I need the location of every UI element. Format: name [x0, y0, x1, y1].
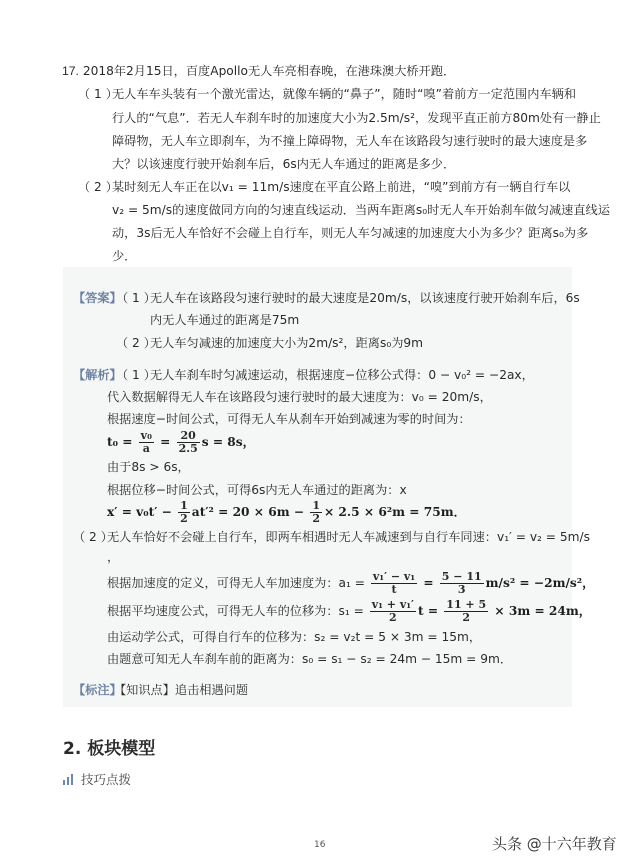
analysis-line: 代入数据解得无人车在该路段匀速行驶时的最大速度为：v₀ = 20m/s， [107, 390, 492, 404]
answer-part-1-label: （ 1 ） [116, 291, 156, 305]
note-tag: 【标注】 [73, 683, 122, 697]
note-text: 【知识点】追击相遇问题 [114, 683, 249, 697]
question-part-2-line: 某时刻无人车正在以v₁ = 11m/s速度在平直公路上前进，“嗅”到前方有一辆自行车以 [112, 180, 571, 194]
analysis-line: 无人车刹车时匀减速运动，根据速度−位移公式得：0 − v₀² = −2ax， [150, 368, 534, 382]
fraction [370, 599, 416, 624]
section-title: 2. 板块模型 [63, 739, 156, 759]
fraction-denominator: 2 [462, 611, 471, 624]
fraction-numerator: 20 [177, 430, 200, 443]
fraction-numerator: v₁ + v₁′ [371, 598, 414, 611]
analysis-part-2-label: （ 2 ） [73, 530, 113, 544]
fraction-denominator: a [142, 442, 150, 455]
fraction-numerator: 1 [180, 499, 188, 512]
fraction-numerator: v₁′ − v₁ [372, 570, 416, 583]
answer-part-1-line: 无人车在该路段匀速行驶时的最大速度是20m/s，以该速度行驶开始刹车后，6s [150, 291, 580, 305]
fraction-numerator: 1 [312, 499, 320, 512]
formula-text: t₀ = [107, 435, 137, 449]
analysis-tag: 【解析】 [73, 368, 122, 382]
analysis-formula-s1 [107, 598, 591, 624]
fraction-denominator: 2 [180, 512, 188, 525]
fraction-denominator: 2 [389, 611, 397, 624]
fraction [178, 500, 190, 525]
fraction-denominator: t [391, 583, 397, 596]
question-part-2-line: 少． [112, 249, 137, 263]
analysis-line: ， [107, 550, 120, 564]
analysis-line: 由于8s > 6s， [107, 460, 190, 474]
answer-tag: 【答案】 [73, 291, 122, 305]
fraction-denominator: 2.5 [178, 442, 198, 455]
formula-text: = [155, 435, 175, 449]
formula-text: = [419, 576, 438, 590]
fraction [310, 500, 322, 525]
answer-part-1-line: 内无人车通过的距离是75m [150, 313, 300, 327]
question-part-2-line: v₂ = 5m/s的速度做同方向的匀速直线运动．当两车距离s₀时无人车开始刹车做匀减速直线运 [112, 203, 610, 217]
formula-text: x′ = v₀t′ − [107, 505, 177, 519]
analysis-formula-a1 [107, 570, 594, 596]
section-subtitle [63, 770, 131, 788]
formula-text: t = [417, 604, 443, 618]
question-part-1-label: （ 1 ） [78, 87, 118, 101]
analysis-line: 根据位移−时间公式，可得6s内无人车通过的距离为：x [107, 483, 407, 497]
formula-text: m/s² = −2m/s²， [485, 576, 595, 590]
analysis-line: 由运动学公式，可得自行车的位移为：s₂ = v₂t = 5 × 3m = 15m， [107, 630, 482, 644]
question-number: 17. [62, 64, 79, 78]
question-part-1-line: 障碍物，无人车立即刹车，为不撞上障碍物，无人车在该路段匀速行驶时的最大速度是多 [112, 134, 588, 148]
answer-part-2-line: 无人车匀减速的加速度大小为2m/s²，距离s₀为9m [150, 336, 424, 350]
fraction [139, 430, 154, 455]
formula-text: × 3m = 24m， [490, 604, 591, 618]
subtitle-text: 技巧点拨 [81, 772, 132, 787]
question-part-2-label: （ 2 ） [78, 180, 118, 194]
fraction [371, 571, 417, 596]
question-part-1-line: 行人的“气息”．若无人车刹车时的加速度大小为2.5m/s²，发现平直正前方80m处有一静止 [112, 111, 601, 125]
analysis-line: 由题意可知无人车刹车前的距离为：s₀ = s₁ − s₂ = 24m − 15m = 9m． [107, 652, 513, 666]
analysis-line: 无人车恰好不会碰上自行车，即两车相遇时无人车减速到与自行车同速：v₁′ = v₂ = 5m/s [107, 530, 590, 544]
formula-text: × 2.5 × 6²m = 75m． [323, 505, 466, 519]
fraction [444, 599, 488, 624]
fraction-denominator: 3 [457, 583, 466, 596]
answer-part-2-label: （ 2 ） [116, 336, 156, 350]
analysis-line: 根据速度−时间公式，可得无人车从刹车开始到减速为零的时间为： [107, 412, 471, 426]
formula-text: s = 8s， [201, 435, 255, 449]
formula-text: 根据平均速度公式，可得无人车的位移为：s₁ = [107, 604, 368, 618]
formula-text: at′² = 20 × 6m − [191, 505, 309, 519]
fraction-numerator: 5 − 11 [441, 570, 482, 583]
fraction-numerator: 11 + 5 [446, 598, 487, 611]
question-intro-text: 2018年2月15日，百度Apollo无人车亮相春晚，在港珠澳大桥开跑． [82, 64, 456, 78]
analysis-formula-x [107, 499, 466, 525]
question-part-1-line: 大？以该速度行驶开始刹车后，6s内无人车通过的距离是多少． [112, 157, 456, 171]
question-intro [62, 62, 455, 80]
watermark: 头条 @十六年教育 [492, 835, 617, 853]
fraction-denominator: 2 [312, 512, 320, 525]
bar-chart-icon [63, 773, 73, 785]
question-part-2-line: 动，3s后无人车恰好不会碰上自行车，则无人车匀减速的加速度大小为多少？距离s₀为多 [112, 226, 589, 240]
analysis-formula-t0 [107, 429, 255, 455]
fraction [440, 571, 484, 596]
fraction-numerator: v₀ [140, 429, 152, 442]
fraction [177, 430, 200, 455]
question-part-1-line: 无人车车头装有一个激光雷达，就像车辆的“鼻子”，随时“嗅”着前方一定范围内车辆和 [112, 87, 577, 101]
page-number: 16 [314, 840, 326, 850]
formula-text: 根据加速度的定义，可得无人车加速度为：a₁ = [107, 576, 369, 590]
analysis-part-1-label: （ 1 ） [116, 368, 156, 382]
